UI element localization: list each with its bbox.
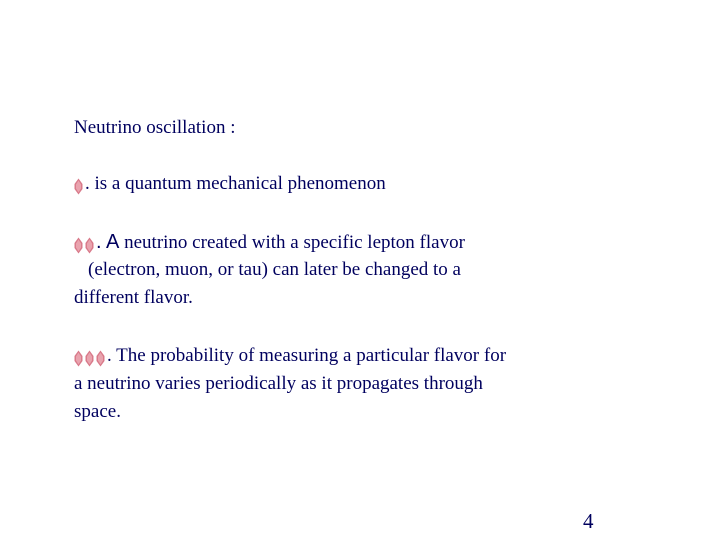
- point-2-text-1: neutrino created with a specific lepton flavor: [119, 232, 465, 253]
- diamond-bullet-icon: [85, 237, 94, 254]
- diamond-bullet-icon: [74, 237, 83, 254]
- point-2-line-3: different flavor.: [74, 287, 193, 308]
- point-1-markers: [74, 172, 85, 200]
- diamond-bullet-icon: [74, 350, 83, 367]
- point-1-text: . is a quantum mechanical phenomenon: [85, 173, 386, 194]
- point-3-line-1: [74, 342, 506, 370]
- point-1-line-1: [74, 170, 386, 198]
- point-3: [74, 342, 506, 426]
- point-3-line-3: space.: [74, 401, 121, 422]
- point-3-text-1: . The probability of measuring a particular flavor for: [107, 345, 507, 366]
- point-3-markers: [74, 344, 107, 372]
- point-2-lead: . A: [96, 231, 120, 253]
- point-2-markers: [74, 231, 96, 259]
- point-1: [74, 170, 386, 198]
- point-2: [74, 228, 465, 312]
- diamond-bullet-icon: [74, 178, 83, 195]
- point-2-line-1: [74, 228, 465, 256]
- point-2-line-2: (electron, muon, or tau) can later be changed to a: [88, 259, 461, 280]
- diamond-bullet-icon: [96, 350, 105, 367]
- point-3-line-2: a neutrino varies periodically as it propagates through: [74, 373, 483, 394]
- diamond-bullet-icon: [85, 350, 94, 367]
- slide-title: Neutrino oscillation :: [74, 117, 236, 138]
- page-number: 4: [583, 509, 594, 533]
